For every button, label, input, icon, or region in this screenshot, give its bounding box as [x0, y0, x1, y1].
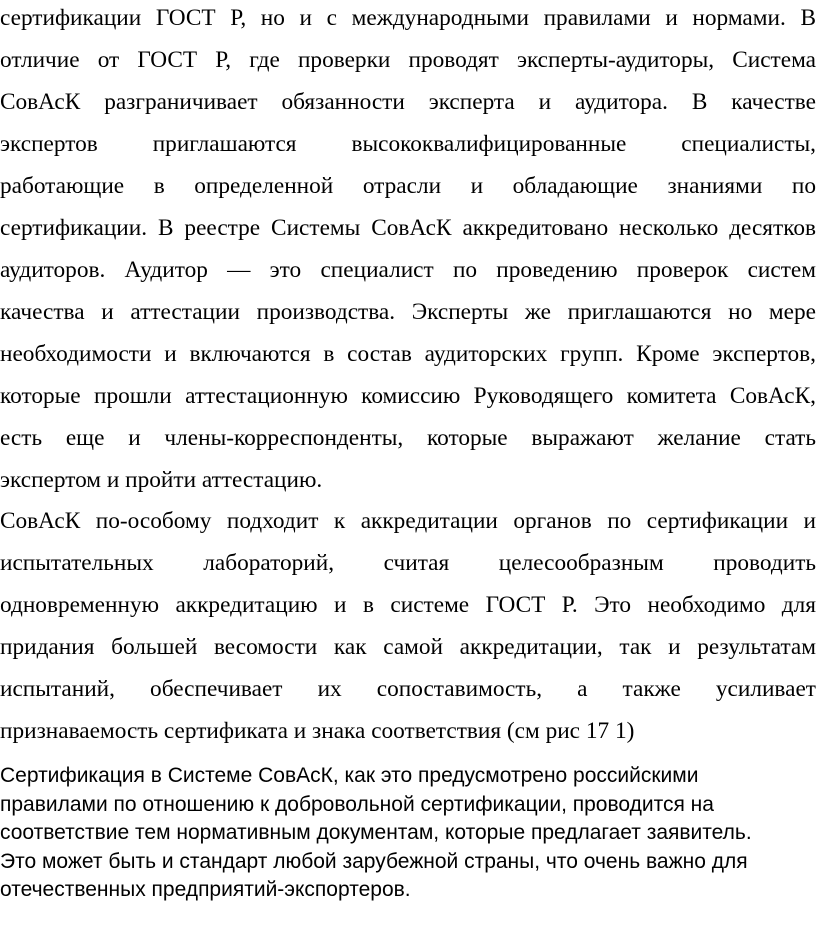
text-line: соответствие тем нормативным документам, которые предлагает заявитель. — [0, 821, 752, 844]
text-line: испытаний, обеспечивает их сопоставимость, а также усиливает — [0, 676, 816, 702]
paragraph-voluntary-certification — [0, 762, 816, 905]
text-line: необходимости и включаются в состав аудиторских групп. Кроме экспертов, — [0, 341, 816, 367]
text-line: которые прошли аттестационную комиссию Руководящего комитета СовАсК, — [0, 383, 816, 409]
text-line: сертификации. В реестре Системы СовАсК аккредитовано несколько десятков — [0, 215, 816, 241]
text-line: есть еще и члены-корреспонденты, которые выражают желание стать — [0, 425, 816, 451]
text-line: экспертом и пройти аттестацию. — [0, 467, 323, 493]
text-line: аудиторов. Аудитор — это специалист по проведению проверок систем — [0, 257, 816, 283]
text-line: Сертификация в Системе СовАсК, как это предусмотрено российскими — [0, 764, 699, 787]
paragraph-accreditation — [0, 500, 816, 752]
text-line: придания большей весомости как самой аккредитации, так и результатам — [0, 634, 816, 660]
text-line: Это может быть и стандарт любой зарубежной страны, что очень важно для — [0, 849, 748, 873]
text-line: отличие от ГОСТ Р, где проверки проводят эксперты-аудиторы, Система — [0, 47, 816, 73]
text-line: экспертов приглашаются высококвалифицированные специалисты, — [0, 131, 816, 157]
text-line: работающие в определенной отрасли и обладающие знаниями по — [0, 173, 816, 199]
text-line: признаваемость сертификата и знака соответствия (см рис 17 1) — [0, 718, 635, 744]
text-line: отечественных предприятий-экспортеров. — [0, 878, 411, 901]
text-line: одновременную аккредитацию и в системе ГОСТ Р. Это необходимо для — [0, 592, 816, 618]
text-line: СовАсК разграничивает обязанности эксперта и аудитора. В качестве — [0, 89, 816, 115]
text-line: качества и аттестации производства. Эксперты же приглашаются но мере — [0, 299, 816, 325]
text-line: СовАсК по-особому подходит к аккредитации органов по сертификации и — [0, 508, 816, 534]
text-line: правилами по отношению к добровольной сертификации, проводится на — [0, 792, 714, 816]
text-line: испытательных лабораторий, считая целесообразным проводить — [0, 550, 816, 576]
text-line: сертификации ГОСТ Р, но и с международными правилами и нормами. В — [0, 5, 816, 31]
